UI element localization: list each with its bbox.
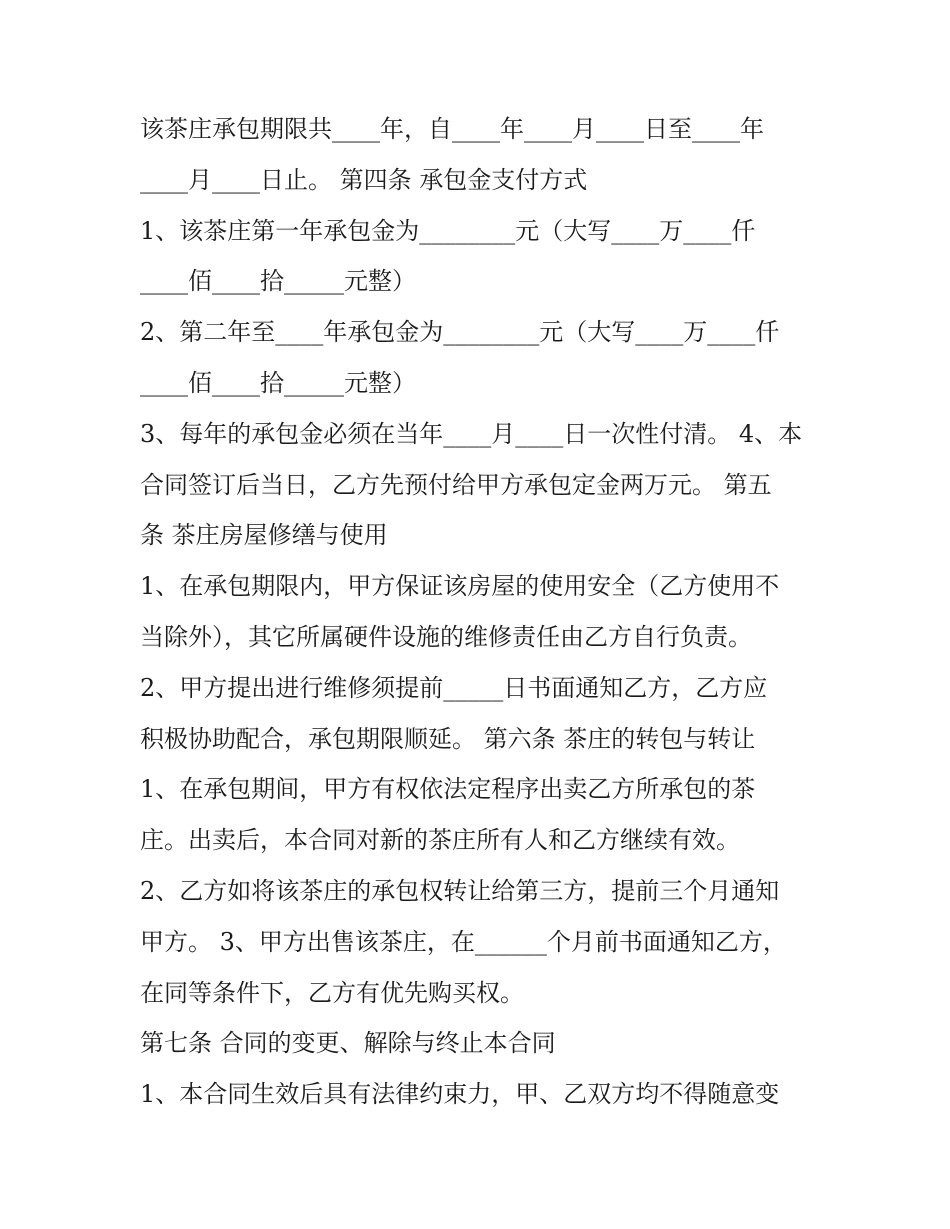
text-line: 该茶庄承包期限共____年，自____年____月____日至____年 <box>140 115 764 143</box>
text-line: 第七条 合同的变更、解除与终止本合同 <box>140 1029 556 1058</box>
text-line: 2、乙方如将该茶庄的承包权转让给第三方，提前三个月通知 <box>140 876 780 905</box>
text-line: 积极协助配合，承包期限顺延。 第六条 茶庄的转包与转让 <box>140 724 756 753</box>
text-line: 甲方。 3、甲方出售该茶庄，在______个月前书面通知乙方， <box>140 927 787 956</box>
contract-text <box>140 104 820 1120</box>
text-line: 2、甲方提出进行维修须提前_____日书面通知乙方，乙方应 <box>140 673 768 702</box>
text-line: 当除外），其它所属硬件设施的维修责任由乙方自行负责。 <box>140 622 752 651</box>
text-line: 在同等条件下，乙方有优先购买权。 <box>140 978 524 1007</box>
text-line: ____佰____拾_____元整） <box>140 267 416 296</box>
text-line: ____佰____拾_____元整） <box>140 368 416 397</box>
text-line: 1、在承包期限内，甲方保证该房屋的使用安全（乙方使用不 <box>140 572 780 601</box>
text-line: ____月____日止。 第四条 承包金支付方式 <box>140 165 588 194</box>
text-line: 条 茶庄房屋修缮与使用 <box>140 521 388 550</box>
text-line: 1、该茶庄第一年承包金为________元（大写____万____仟 <box>140 216 756 245</box>
text-line: 1、本合同生效后具有法律约束力，甲、乙双方均不得随意变 <box>140 1080 780 1109</box>
text-line: 3、每年的承包金必须在当年____月____日一次性付清。 4、本 <box>140 419 803 448</box>
text-line: 合同签订后当日，乙方先预付给甲方承包定金两万元。 第五 <box>140 470 772 499</box>
text-line: 庄。出卖后，本合同对新的茶庄所有人和乙方继续有效。 <box>140 826 740 855</box>
text-line: 2、第二年至____年承包金为________元（大写____万____仟 <box>140 318 780 347</box>
text-line: 1、在承包期间，甲方有权依法定程序出卖乙方所承包的茶 <box>140 775 756 804</box>
